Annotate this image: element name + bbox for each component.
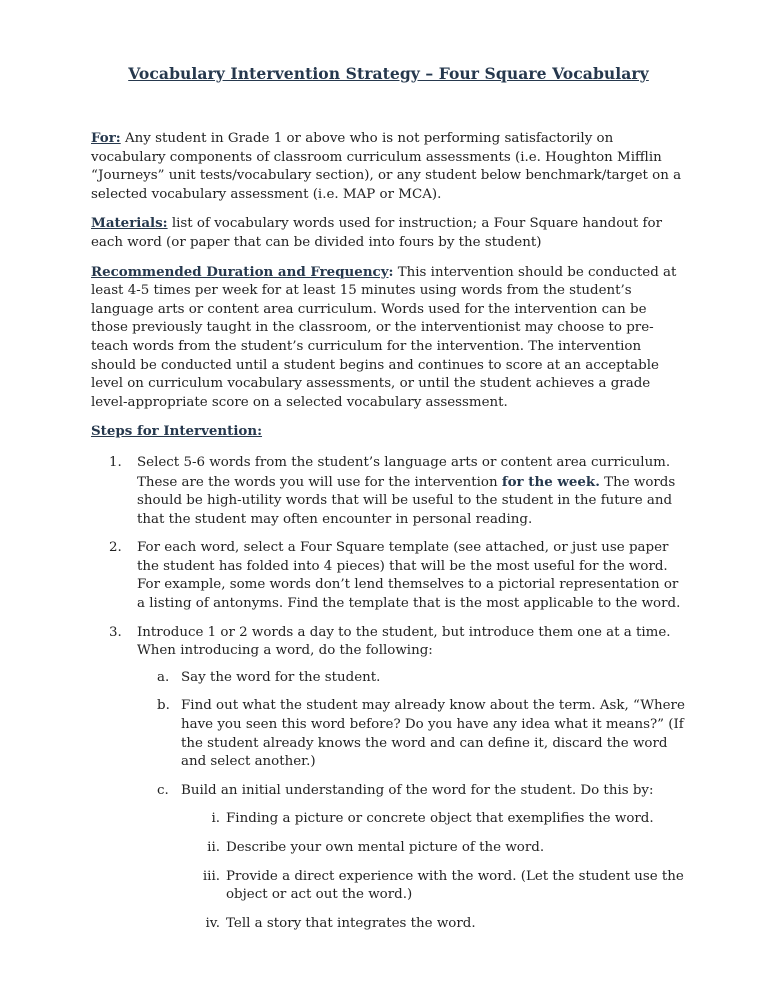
materials-section: [91, 214, 686, 252]
duration-colon: :: [388, 263, 394, 280]
substep-letter: c.: [157, 782, 169, 798]
substeps-list: [137, 669, 686, 934]
step-text: Introduce 1 or 2 words a day to the student, but introduce them one at a time. When introducing a word, do the following:: [137, 624, 671, 659]
roman-item-iii: [181, 868, 686, 905]
roman-number: iii.: [202, 868, 220, 884]
step-text: Select 5-6 words from the student’s language arts or content area curriculum. These are the words you will use for the intervention: [137, 454, 671, 490]
for-section: [91, 129, 686, 204]
roman-number: iv.: [205, 915, 220, 931]
step-text: For each word, select a Four Square template (see attached, or just use paper the student has folded into 4 pieces) that will be the most useful for the word. For example, some words don’t lend themselves to a pictorial representation or a listing of antonyms. Find the template that is the most applicable to the word.: [137, 540, 681, 612]
roman-text: Finding a picture or concrete object that exemplifies the word.: [226, 811, 654, 827]
duration-label: Recommended Duration and Frequency: [91, 263, 389, 280]
substep-c: [137, 782, 686, 934]
roman-number: ii.: [207, 840, 220, 855]
steps-heading-row: [91, 422, 686, 442]
roman-text: Provide a direct experience with the word. (Let the student use the object or act out the word.): [226, 868, 684, 903]
for-label: For:: [91, 130, 121, 146]
substep-letter: b.: [157, 698, 170, 714]
step-number: 3.: [109, 624, 122, 640]
step-3: [91, 624, 686, 934]
duration-section: [91, 263, 686, 413]
materials-label: Materials:: [91, 215, 168, 232]
step-1: [91, 454, 686, 529]
step-number: 2.: [109, 540, 122, 556]
roman-number: i.: [211, 811, 220, 827]
roman-text: Tell a story that integrates the word.: [226, 915, 476, 931]
steps-heading: Steps for Intervention:: [91, 423, 263, 440]
step-2: [91, 539, 686, 613]
step-text-continued: The words should be high-utility words that will be useful to the student in the future and that the student may often encounter in personal reading.: [137, 474, 676, 527]
substep-b: [137, 697, 686, 771]
roman-item-iv: [181, 915, 686, 934]
substep-text: Build an initial understanding of the word for the student. Do this by:: [181, 782, 654, 798]
document-title: Vocabulary Intervention Strategy – Four Square Vocabulary: [128, 64, 649, 83]
substep-text: Say the word for the student.: [181, 669, 381, 685]
substep-a: [137, 669, 686, 688]
substep-letter: a.: [157, 669, 170, 685]
step-bold-text: for the week.: [501, 473, 600, 490]
roman-item-i: [181, 810, 686, 829]
roman-text: Describe your own mental picture of the word.: [226, 840, 545, 855]
materials-text: list of vocabulary words used for instruction; a Four Square handout for each word (or paper that can be divided into fours by the student): [91, 216, 662, 250]
steps-list: [91, 454, 686, 933]
roman-item-ii: [181, 839, 686, 858]
roman-list: [181, 810, 686, 933]
for-text: Any student in Grade 1 or above who is not performing satisfactorily on vocabulary components of classroom curriculum assessments (i.e. Houghton Mifflin “Journeys” unit tests/vocabulary section), or any student below benchmark/target on a selected vocabulary assessment (i.e. MAP or MCA).: [91, 131, 682, 202]
step-number: 1.: [109, 454, 122, 470]
duration-text: This intervention should be conducted at least 4-5 times per week for at least 15 minutes using words from the student’s language arts or content area curriculum. Words used for the intervention can be those previously taught in the classroom, or the interventionist may choose to pre-teach words from the student’s curriculum for the intervention. The intervention should be conducted until a student begins and continues to score at an acceptable level on curriculum vocabulary assessments, or until the student achieves a grade level-appropriate score on a selected vocabulary assessment.: [91, 264, 677, 410]
substep-text: Find out what the student may already know about the term. Ask, “Where have you seen this word before? Do you have any idea what it means?” (If the student already knows the word and can define it, discard the word and select another.): [181, 698, 685, 770]
